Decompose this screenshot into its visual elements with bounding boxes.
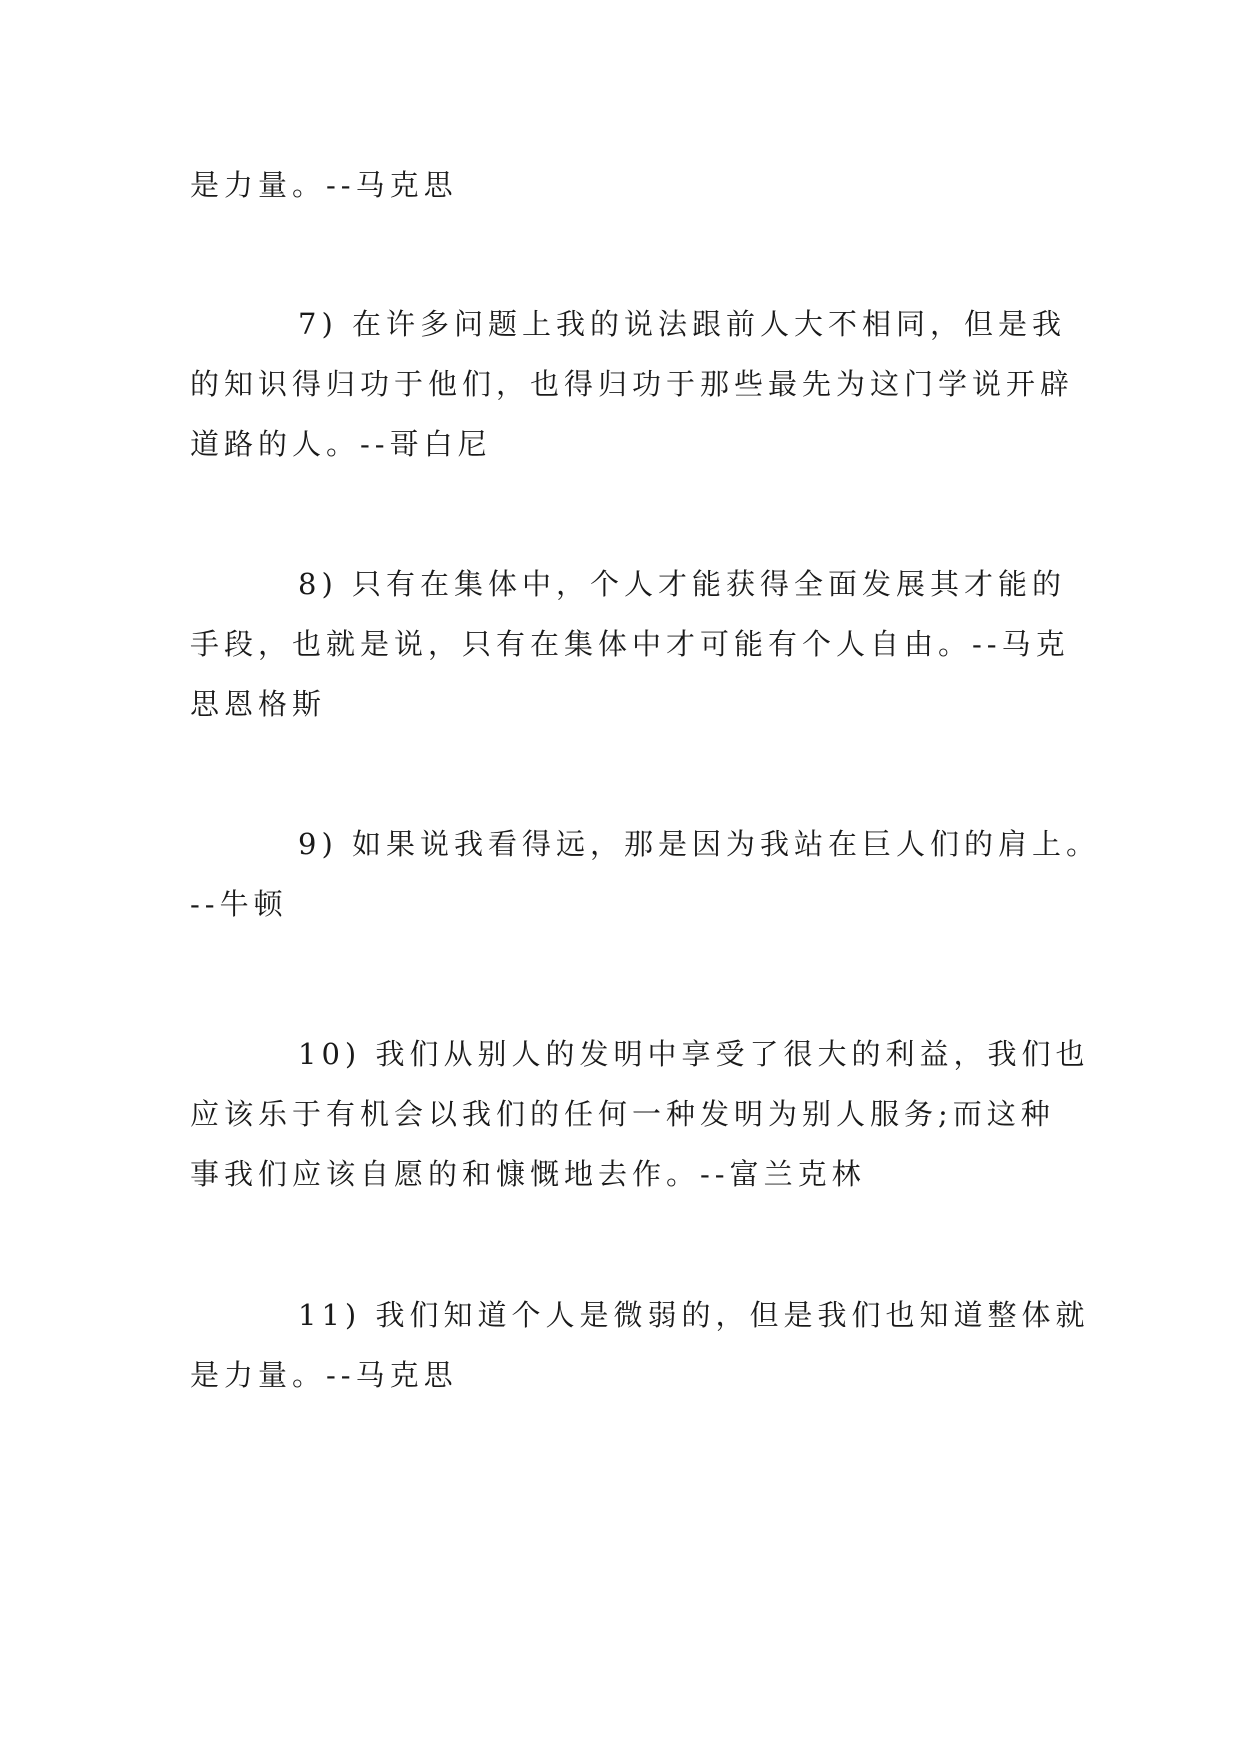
quote-line: 道路的人。--哥白尼 — [190, 427, 492, 461]
quote-number: 8) — [298, 567, 338, 601]
quote-first-line — [190, 1285, 1090, 1345]
quote-line: 应该乐于有机会以我们的任何一种发明为别人服务;而这种 — [190, 1097, 1055, 1131]
quote-9 — [190, 814, 1100, 934]
quote-line: 我们从别人的发明中享受了很大的利益，我们也 — [375, 1037, 1090, 1071]
quote-line: 只有在集体中，个人才能获得全面发展其才能的 — [351, 567, 1066, 601]
quote-line: 是力量。--马克思 — [190, 1358, 458, 1392]
quote-10 — [190, 1024, 1090, 1204]
quote-line: 的知识得归功于他们，也得归功于那些最先为这门学说开辟 — [190, 367, 1075, 401]
quote-line: 是力量。--马克思 — [190, 168, 458, 202]
quote-first-line — [190, 294, 1066, 354]
quote-line: --牛顿 — [190, 887, 288, 921]
quote-line: 事我们应该自愿的和慷慨地去作。--富兰克林 — [190, 1157, 866, 1191]
quote-first-line — [190, 554, 1066, 614]
quote-11 — [190, 1285, 1090, 1405]
quote-number: 10) — [298, 1037, 362, 1071]
quote-number: 11) — [298, 1298, 362, 1332]
quote-line: 手段，也就是说，只有在集体中才可能有个人自由。--马克 — [190, 627, 1070, 661]
quote-number: 7) — [298, 307, 338, 341]
quote-first-line — [190, 1024, 1090, 1084]
quote-line: 如果说我看得远，那是因为我站在巨人们的肩上。 — [351, 827, 1100, 861]
quote-line: 在许多问题上我的说法跟前人大不相同，但是我 — [351, 307, 1066, 341]
quote-8 — [190, 554, 1070, 734]
quote-first-line — [190, 814, 1100, 874]
quote-fragment — [190, 155, 1050, 215]
quote-7 — [190, 294, 1075, 474]
quote-number: 9) — [298, 827, 338, 861]
quote-line: 思恩格斯 — [190, 687, 327, 721]
quote-line: 我们知道个人是微弱的，但是我们也知道整体就 — [375, 1298, 1090, 1332]
